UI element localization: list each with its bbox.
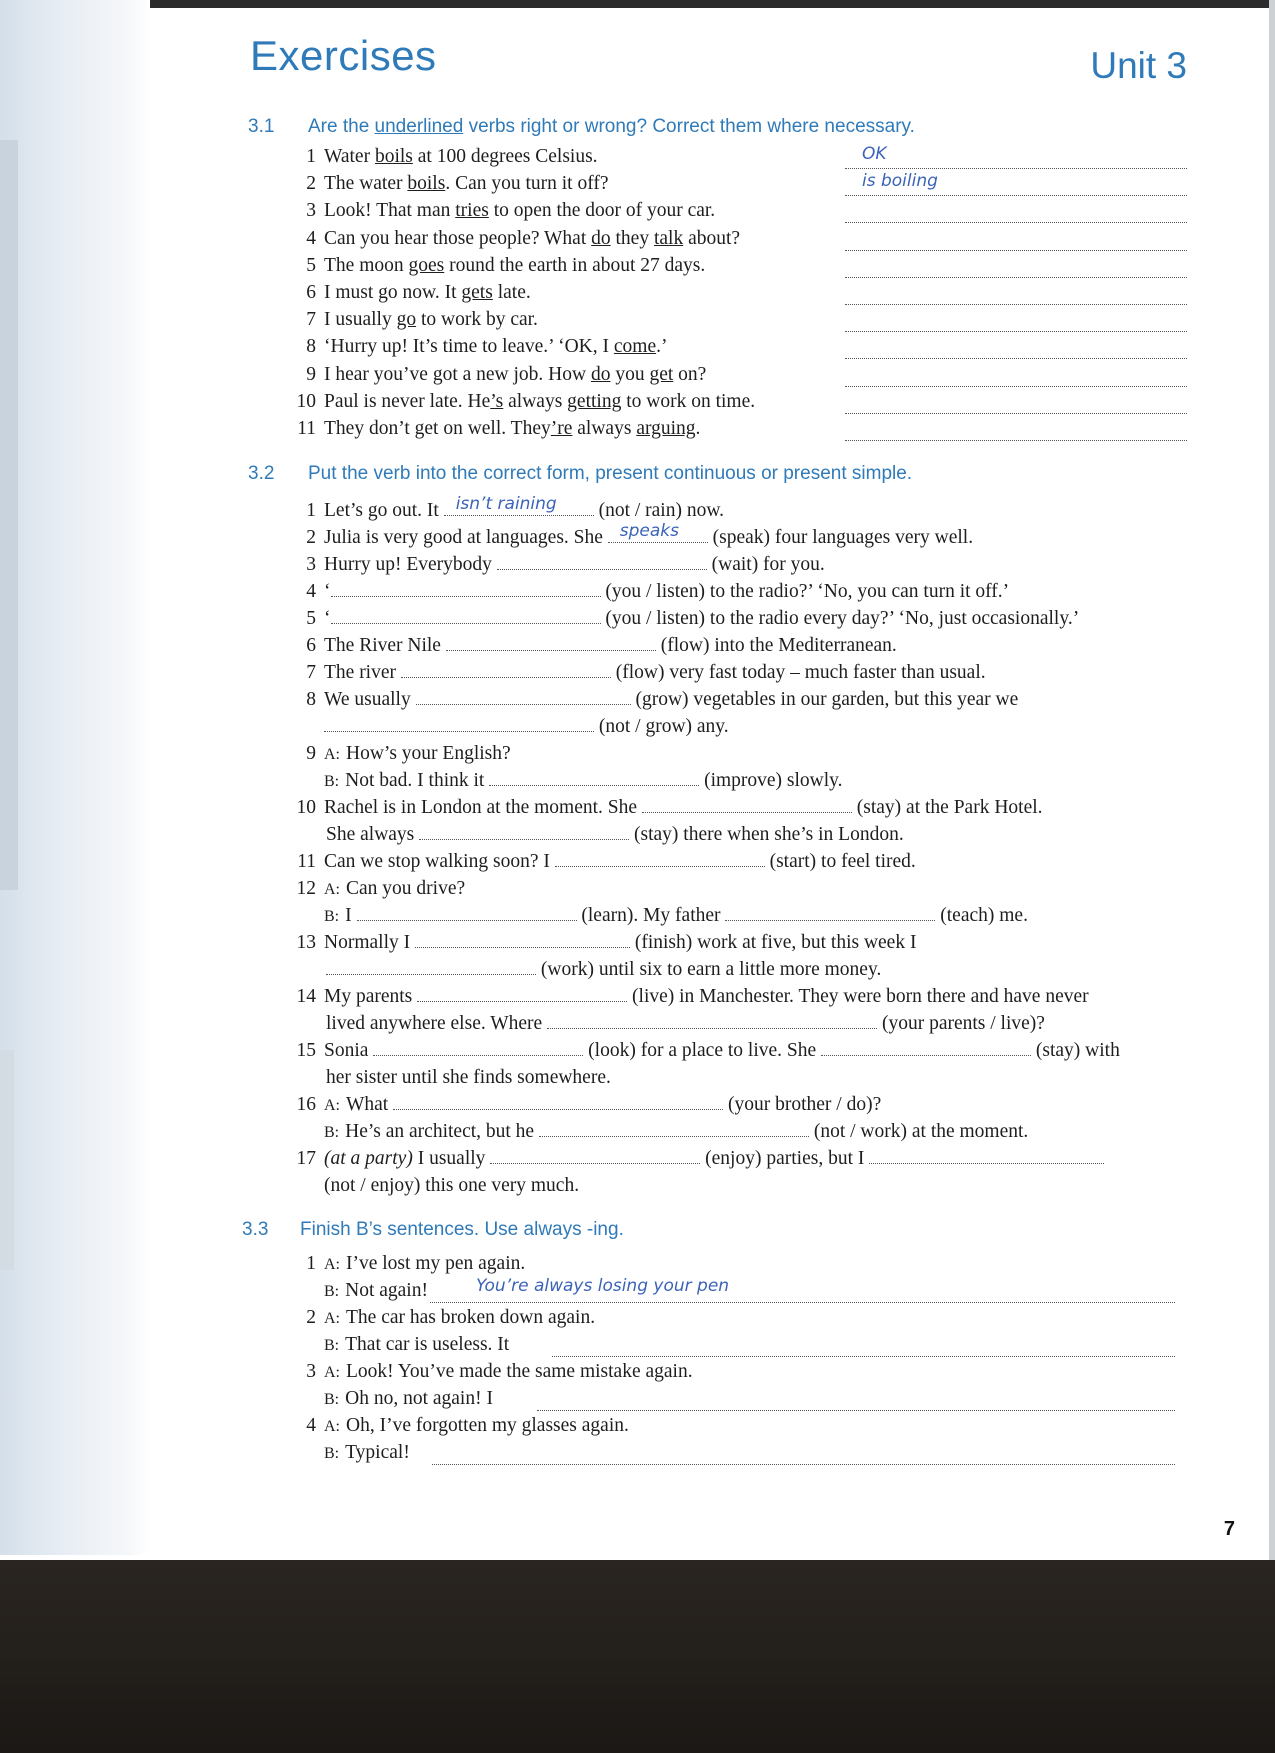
list-item-continued (324, 1280, 428, 1303)
answer-blank[interactable] (869, 1149, 1104, 1164)
item-text: (start) to feel tired. (769, 851, 916, 872)
answer-blank[interactable] (845, 422, 1187, 441)
exercise-instruction: Put the verb into the correct form, present continuous or present simple. (308, 463, 913, 484)
speaker-label: A: (324, 1097, 340, 1114)
item-text: (enjoy) parties, but I (705, 1148, 865, 1169)
underlined-verb: do (591, 227, 611, 249)
item-text: Not bad. I think it (345, 770, 485, 791)
underlined-verb: do (590, 363, 611, 385)
answer-blank[interactable] (489, 771, 699, 786)
item-text: to work on time. (621, 390, 756, 412)
speaker-label: A: (324, 881, 340, 898)
item-text: (you / listen) to the radio?’ ‘No, you can turn it off.’ (605, 581, 1010, 602)
item-text: her sister until she finds somewhere. (326, 1067, 611, 1088)
speaker-label: B: (324, 1337, 340, 1354)
item-text: Not again! (345, 1280, 428, 1301)
item-number: 6 (306, 635, 316, 656)
item-text: Can we stop walking soon? I (324, 851, 550, 872)
exercise-instruction (308, 116, 915, 138)
list-item-continued (324, 1388, 493, 1411)
list-item (290, 200, 715, 222)
item-number: 3 (306, 1361, 316, 1382)
speaker-label: B: (324, 1391, 340, 1408)
item-text: always (572, 418, 637, 439)
item-number: 1 (306, 146, 316, 167)
underlined-verb: getting (567, 390, 622, 412)
scan-bottom-background (0, 1560, 1275, 1753)
item-number: 9 (306, 363, 316, 385)
answer-blank[interactable] (642, 798, 852, 813)
scan-right-edge (1269, 0, 1275, 1560)
instruction-underlined: underlined (374, 116, 464, 137)
item-text: The water (324, 173, 408, 195)
list-item (290, 1307, 595, 1330)
underlined-verb: goes (408, 254, 445, 276)
item-text: (work) until six to earn a little more money. (540, 959, 882, 980)
item-text: (flow) very fast today – much faster than usual. (615, 662, 986, 683)
item-text: Oh no, not again! I (345, 1388, 493, 1409)
item-text: you (610, 363, 650, 385)
speaker-label: A: (324, 1256, 340, 1273)
underlined-verb: arguing (636, 418, 696, 439)
item-text: The river (324, 662, 397, 683)
answer-blank[interactable] (845, 150, 1187, 169)
answer-blank[interactable] (331, 609, 601, 624)
handwritten-answer: OK (862, 144, 887, 164)
speaker-label: A: (324, 1364, 340, 1381)
item-number: 4 (306, 1415, 316, 1436)
underlined-verb: boils (374, 146, 413, 167)
item-text: (grow) vegetables in our garden, but this year we (635, 689, 1019, 710)
item-text: I usually (412, 1148, 486, 1169)
item-text: lived anywhere else. Where (326, 1013, 543, 1034)
item-number: 7 (306, 309, 316, 331)
scan-left-shadow (0, 0, 150, 1555)
list-item (290, 309, 538, 331)
item-text: Can you drive? (346, 878, 466, 899)
list-item (290, 521, 974, 549)
list-item (290, 581, 1009, 603)
item-text: (not / enjoy) this one very much. (324, 1175, 580, 1196)
list-item (290, 608, 1079, 630)
list-item (290, 391, 755, 413)
page-number: 7 (1223, 1518, 1235, 1540)
item-text: (speak) four languages very well. (712, 527, 974, 548)
item-text: (stay) at the Park Hotel. (856, 797, 1043, 818)
item-text: I’ve lost my pen again. (346, 1253, 526, 1274)
item-text: (flow) into the Mediterranean. (660, 635, 897, 656)
item-text: (stay) with (1035, 1040, 1120, 1061)
answer-blank[interactable] (432, 1446, 1175, 1465)
exercise-number: 3.3 (242, 1219, 269, 1240)
exercise-number: 3.1 (248, 116, 275, 137)
item-number: 4 (306, 581, 316, 602)
list-item-continued (326, 1067, 611, 1089)
item-text: The car has broken down again. (346, 1307, 596, 1328)
scan-top-edge (0, 0, 1275, 8)
answer-blank[interactable] (845, 232, 1187, 251)
item-number: 12 (296, 878, 316, 899)
item-text: late. (492, 282, 531, 303)
item-text: ‘ (324, 608, 331, 629)
item-text: to work by car. (416, 309, 538, 331)
item-text: (your parents / live)? (881, 1013, 1045, 1034)
instruction-text: verbs right or wrong? Correct them where necessary. (463, 116, 915, 137)
list-item (290, 336, 668, 358)
list-item (290, 282, 531, 304)
list-item-continued (324, 770, 843, 793)
underlined-verb: come (613, 336, 657, 358)
item-number: 5 (306, 254, 316, 276)
answer-blank[interactable] (357, 906, 577, 921)
answer-blank[interactable] (417, 987, 627, 1002)
speaker-label: A: (324, 1418, 340, 1435)
list-item (290, 494, 725, 522)
list-item (290, 418, 700, 440)
list-item (290, 1415, 629, 1438)
handwritten-answer: You’re always losing your pen (476, 1276, 730, 1296)
item-text: Rachel is in London at the moment. She (324, 797, 638, 818)
list-item-continued (324, 1442, 410, 1465)
item-text: That car is useless. It (345, 1334, 510, 1355)
answer-blank[interactable] (331, 582, 601, 597)
list-item (290, 255, 705, 277)
item-text: .’ (656, 336, 668, 358)
answer-blank[interactable] (845, 286, 1187, 305)
item-number: 8 (306, 689, 316, 710)
underlined-verb: go (396, 309, 417, 331)
list-item (290, 932, 916, 954)
item-text: to open the door of your car. (488, 200, 716, 222)
item-text: He’s an architect, but he (345, 1121, 535, 1142)
item-text: (teach) me. (940, 905, 1028, 926)
handwritten-answer: speaks (619, 521, 680, 541)
list-item (290, 851, 916, 873)
item-text: How’s your English? (346, 743, 511, 764)
answer-blank[interactable] (821, 1041, 1031, 1056)
item-number: 17 (296, 1148, 316, 1169)
list-item (290, 635, 897, 657)
speaker-label: B: (324, 1124, 340, 1141)
list-item (290, 986, 1089, 1008)
item-number: 6 (306, 282, 316, 303)
item-number: 10 (296, 390, 316, 412)
item-number: 13 (296, 932, 316, 953)
list-item (290, 554, 825, 576)
item-number: 8 (306, 336, 316, 358)
answer-blank[interactable] (555, 852, 765, 867)
answer-blank[interactable] (373, 1041, 583, 1056)
item-text: (stay) there when she’s in London. (634, 824, 904, 845)
list-item-continued (324, 1121, 1028, 1144)
item-text: (wait) for you. (711, 554, 825, 575)
list-item-continued (326, 824, 904, 846)
list-item (290, 1094, 881, 1117)
item-text: they (610, 227, 654, 249)
item-text: ‘ (324, 581, 331, 602)
item-number: 10 (296, 797, 316, 818)
item-text: Hurry up! Everybody (324, 554, 492, 575)
answer-blank[interactable] (446, 636, 656, 651)
list-item (290, 797, 1043, 819)
exercise-number: 3.2 (248, 463, 275, 484)
item-number: 3 (306, 200, 316, 222)
item-text: I (345, 905, 352, 926)
answer-blank[interactable] (416, 690, 631, 705)
list-item (290, 1040, 1120, 1062)
answer-blank[interactable] (497, 555, 707, 570)
item-number: 9 (306, 743, 316, 764)
item-text: I hear you’ve got a new job. How (324, 363, 591, 385)
scan-left-panel (0, 140, 18, 890)
item-text: Oh, I’ve forgotten my glasses again. (346, 1415, 629, 1436)
underlined-verb: ’s (490, 390, 504, 412)
list-item (290, 662, 986, 684)
answer-blank[interactable] (401, 663, 611, 678)
list-item-continued (324, 1334, 509, 1357)
item-text: Paul is never late. He (324, 390, 491, 412)
item-text: . Can you turn it off? (445, 173, 609, 195)
answer-blank[interactable] (845, 368, 1187, 387)
exercise-instruction: Finish B’s sentences. Use always -ing. (300, 1219, 624, 1240)
item-text: What (346, 1094, 389, 1115)
item-number: 11 (297, 418, 316, 439)
answer-blank[interactable] (539, 1122, 809, 1137)
underlined-verb: ’re (550, 418, 573, 439)
item-text: The moon (324, 254, 409, 276)
item-text: (finish) work at five, but this week I (634, 932, 917, 953)
scan-left-panel-lower (0, 1050, 14, 1270)
answer-blank[interactable] (845, 395, 1187, 414)
item-number: 16 (296, 1094, 316, 1115)
item-text: My parents (324, 986, 413, 1007)
item-text: (your brother / do)? (727, 1094, 882, 1115)
list-item (290, 364, 706, 386)
answer-blank[interactable] (419, 825, 629, 840)
answer-blank[interactable] (845, 204, 1187, 223)
item-text: round the earth in about 27 days. (444, 254, 706, 276)
answer-blank[interactable] (845, 313, 1187, 332)
list-item-continued (324, 905, 1028, 928)
speaker-label: A: (324, 746, 340, 763)
item-text: They don’t get on well. They (324, 418, 551, 439)
item-text: Let’s go out. It (324, 500, 439, 521)
speaker-label: B: (324, 1283, 340, 1300)
answer-blank[interactable] (444, 494, 594, 516)
item-text: Can you hear those people? What (324, 227, 592, 249)
underlined-verb: talk (653, 227, 684, 249)
item-text: (you / listen) to the radio every day?’ ‘No, just occasionally.’ (605, 608, 1080, 629)
item-number: 2 (306, 527, 316, 548)
item-text: (improve) slowly. (704, 770, 843, 791)
item-text: Look! That man (324, 200, 456, 222)
item-text: (live) in Manchester. They were born there and have never (632, 986, 1089, 1007)
item-text: Typical! (345, 1442, 410, 1463)
item-number: 2 (306, 1307, 316, 1328)
item-text: She always (326, 824, 415, 845)
item-number: 1 (306, 500, 316, 521)
unit-label: Unit 3 (1090, 45, 1187, 86)
speaker-label: B: (324, 908, 340, 925)
list-item (290, 173, 609, 195)
answer-blank[interactable] (552, 1338, 1175, 1357)
list-item-continued (326, 959, 881, 981)
item-text: Sonia (324, 1040, 369, 1061)
item-text: (look) for a place to live. She (588, 1040, 817, 1061)
item-number: 1 (306, 1253, 316, 1274)
item-text: (not / grow) any. (598, 716, 729, 737)
handwritten-answer: isn’t raining (455, 494, 557, 514)
list-item-continued (324, 716, 729, 738)
item-number: 14 (296, 986, 316, 1007)
item-number: 4 (306, 227, 316, 249)
item-text: at 100 degrees Celsius. (412, 146, 598, 167)
speaker-label: B: (324, 773, 340, 790)
list-item (290, 689, 1018, 711)
item-text: Julia is very good at languages. She (324, 527, 603, 548)
list-item-continued (324, 1175, 579, 1197)
item-number: 3 (306, 554, 316, 575)
list-item (290, 743, 511, 766)
item-text: about? (683, 227, 741, 249)
instruction-text: Are the (308, 116, 375, 137)
answer-blank[interactable] (725, 906, 935, 921)
item-number: 15 (296, 1040, 316, 1061)
item-text: Normally I (324, 932, 411, 953)
item-number: 5 (306, 608, 316, 629)
item-text: I usually (324, 309, 397, 331)
item-text: I must go now. It (324, 282, 462, 303)
answer-blank[interactable] (324, 717, 594, 732)
underlined-verb: get (649, 363, 674, 385)
answer-blank[interactable] (845, 259, 1187, 278)
list-item (290, 1253, 525, 1276)
answer-blank[interactable] (393, 1095, 723, 1110)
answer-blank[interactable] (537, 1392, 1175, 1411)
item-text: on? (673, 363, 707, 385)
context-note: (at a party) (324, 1148, 413, 1169)
handwritten-answer: is boiling (862, 171, 938, 192)
list-item (290, 1361, 693, 1384)
speaker-label: B: (324, 1445, 340, 1462)
item-text: Look! You’ve made the same mistake again. (346, 1361, 693, 1382)
list-item (290, 878, 465, 901)
underlined-verb: boils (407, 173, 446, 195)
answer-blank[interactable] (547, 1014, 877, 1029)
page-title: Exercises (250, 32, 437, 79)
item-number: 2 (306, 173, 316, 195)
list-item-continued (326, 1013, 1045, 1035)
answer-blank[interactable] (415, 933, 630, 948)
underlined-verb: tries (455, 200, 489, 222)
item-text: The River Nile (324, 635, 441, 656)
answer-blank[interactable] (608, 521, 708, 543)
item-text: Water (324, 146, 375, 167)
answer-blank[interactable] (845, 340, 1187, 359)
list-item (290, 1148, 1104, 1170)
item-text: (learn). My father (581, 905, 721, 926)
list-item (290, 228, 740, 250)
answer-blank[interactable] (326, 960, 536, 975)
item-text: . (695, 418, 701, 439)
item-text: (not / work) at the moment. (813, 1121, 1029, 1142)
item-text: always (503, 390, 568, 412)
item-number: 11 (297, 851, 316, 872)
list-item (290, 146, 598, 168)
item-text: (not / rain) now. (598, 500, 725, 521)
item-text: ‘Hurry up! It’s time to leave.’ ‘OK, I (324, 336, 614, 358)
answer-blank[interactable] (490, 1149, 700, 1164)
item-text: We usually (324, 689, 411, 710)
underlined-verb: gets (461, 282, 493, 303)
speaker-label: A: (324, 1310, 340, 1327)
item-number: 7 (306, 662, 316, 683)
